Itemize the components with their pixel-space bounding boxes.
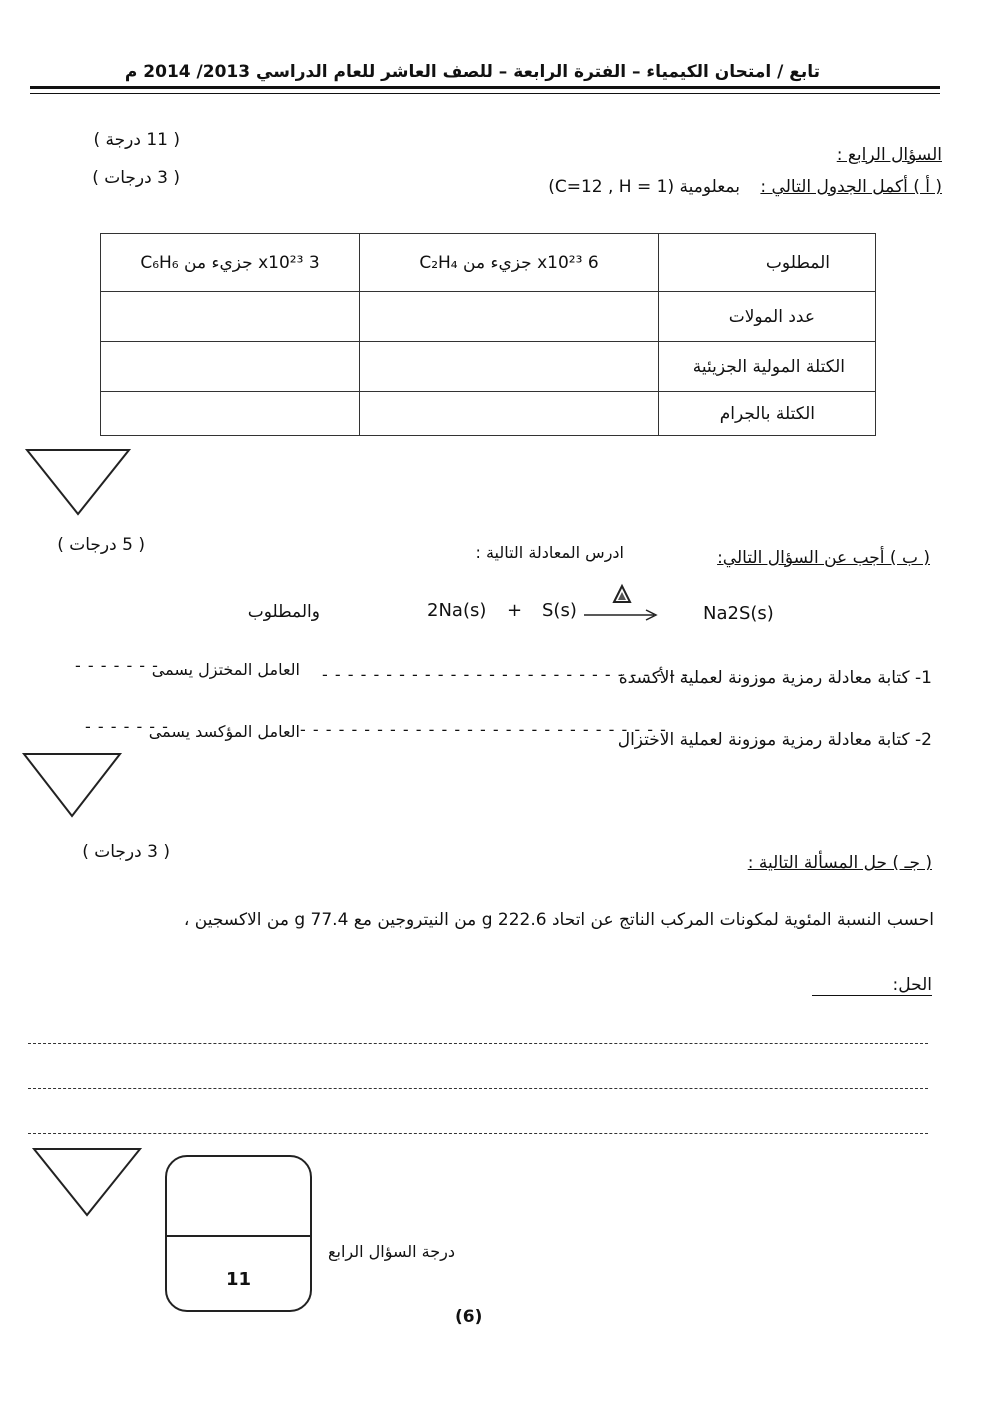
question-score-box xyxy=(165,1155,312,1312)
part-c-marks: ( 3 درجات ) xyxy=(82,842,170,862)
table-row-label: الكتلة بالجرام xyxy=(659,392,876,436)
part-b-marks: ( 5 درجات ) xyxy=(57,535,145,555)
answer-line[interactable] xyxy=(28,1133,928,1134)
table-header-required: المطلوب xyxy=(659,234,876,292)
answer-line[interactable]: - - - - - - - xyxy=(75,656,159,675)
part-a-info: بمعلومية (C=12 , H = 1) xyxy=(548,177,740,197)
score-value: 11 xyxy=(225,1269,252,1290)
reaction-arrow-icon xyxy=(582,582,662,622)
table-cell-empty[interactable] xyxy=(101,292,360,342)
equation-reactant1: 2Na(s) xyxy=(427,600,487,621)
part-b-required: والمطلوب xyxy=(247,602,320,622)
part-c-solution-label: الحل: xyxy=(812,975,932,996)
part-b-item2-extra: العامل المؤكسد يسمى xyxy=(148,722,300,741)
table-row-label: عدد المولات xyxy=(659,292,876,342)
table-cell-empty[interactable] xyxy=(360,292,659,342)
table-header-col2: 3 x10²³ جزيء من C₆H₆ xyxy=(101,234,360,292)
score-label: درجة السؤال الرابع xyxy=(328,1242,455,1261)
answer-line[interactable]: - - - - - - - - - - - - - - - - - - - - - - - - - - - - - xyxy=(300,720,667,739)
score-triangle-icon xyxy=(25,448,131,516)
part-b-instruction: ادرس المعادلة التالية : xyxy=(475,543,624,562)
question-total-marks: ( 11 درجة ) xyxy=(93,130,180,150)
page-number: (6) xyxy=(455,1307,483,1327)
table-row-label: الكتلة المولية الجزيئية xyxy=(659,342,876,392)
score-triangle-icon xyxy=(22,752,122,818)
equation-plus: + xyxy=(507,600,523,621)
table-cell-empty[interactable] xyxy=(360,342,659,392)
part-b-item1-extra: العامل المختزل يسمى xyxy=(151,660,300,679)
score-box-divider xyxy=(167,1235,310,1237)
part-a-marks: ( 3 درجات ) xyxy=(92,168,180,188)
equation-reactant2: S(s) xyxy=(542,600,577,621)
header-rule-thin xyxy=(30,93,940,94)
molecule-table xyxy=(100,233,876,436)
part-a-label: ( أ ) أكمل الجدول التالي : xyxy=(760,177,942,197)
part-b-label: ( ب ) أجب عن السؤال التالي: xyxy=(717,548,930,568)
page-header: تابع / امتحان الكيمياء – الفترة الرابعة – للصف العاشر للعام الدراسي 2013/ 2014 م xyxy=(124,62,820,82)
part-c-label: ( جـ ) حل المسألة التالية : xyxy=(747,853,932,873)
part-c-problem: احسب النسبة المئوية لمكونات المركب الناتج عن اتحاد 222.6 g من النيتروجين مع 77.4 g من الاكسجين ، xyxy=(183,910,934,930)
table-cell-empty[interactable] xyxy=(360,392,659,436)
table-header-col1: 6 x10²³ جزيء من C₂H₄ xyxy=(360,234,659,292)
answer-line[interactable] xyxy=(28,1043,928,1044)
part-b-item1: 1- كتابة معادلة رمزية موزونة لعملية الأكسدة xyxy=(618,668,932,688)
header-rule-thick xyxy=(30,86,940,89)
part-b-item2: 2- كتابة معادلة رمزية موزونة لعملية الاختزال xyxy=(617,730,932,750)
table-cell-empty[interactable] xyxy=(101,342,360,392)
answer-line[interactable] xyxy=(28,1088,928,1089)
equation-product: Na2S(s) xyxy=(703,603,774,624)
answer-line[interactable]: - - - - - - - - - - - - - - - - - - - - - - - - - - - - - xyxy=(322,665,689,684)
answer-line[interactable]: - - - - - - - xyxy=(85,717,169,736)
score-triangle-icon xyxy=(32,1147,142,1217)
table-cell-empty[interactable] xyxy=(101,392,360,436)
question-title: السؤال الرابع : xyxy=(836,145,942,165)
